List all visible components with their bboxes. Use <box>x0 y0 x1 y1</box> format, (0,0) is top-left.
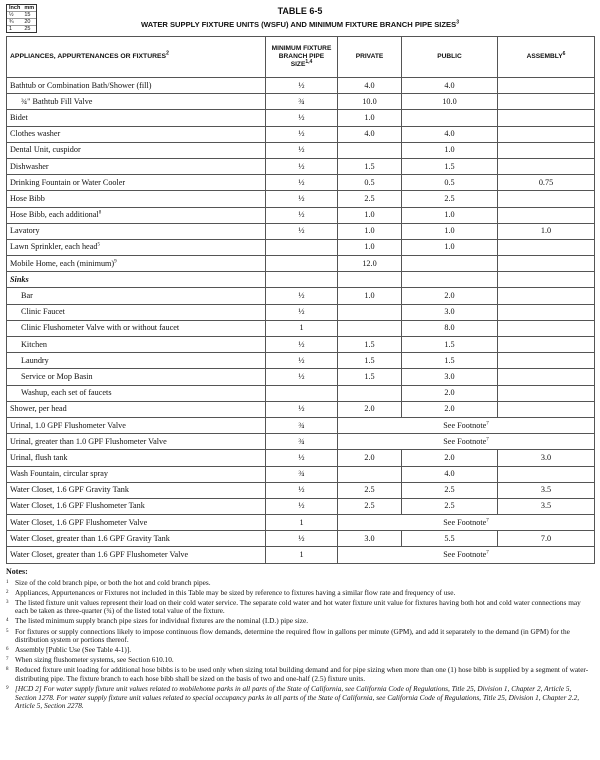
private-value-cell <box>338 385 402 401</box>
private-value-cell: 10.0 <box>338 94 402 110</box>
assembly-value-cell: 0.75 <box>498 175 595 191</box>
fixture-name: Sinks <box>10 274 29 284</box>
assembly-value-cell <box>498 369 595 385</box>
private-value-cell <box>338 304 402 320</box>
public-value-cell: 1.5 <box>402 337 498 353</box>
pipe-size-cell: ½ <box>266 223 338 239</box>
note-text: [HCD 2] For water supply fixture unit values related to mobilehome parks in all parts of the State of California, see California Code of Regulations, Title 25, Division 1, Chapter 2, Article 5, Section 1278. For water supply fixture unit values related to special occupancy parks in all parts of the State of California, see California Code of Regulations, Title 25, Division 1, Chapter 2.2, Article 5, Section 2278. <box>15 684 580 711</box>
public-value-cell <box>402 110 498 126</box>
table-row <box>7 498 595 514</box>
fixture-name: Kitchen <box>21 339 47 349</box>
fixture-name: Bidet <box>10 112 28 122</box>
fixture-name-cell <box>7 450 266 466</box>
table-row <box>7 515 595 531</box>
assembly-value-cell <box>498 256 595 272</box>
private-value-cell: 1.0 <box>338 239 402 255</box>
fixture-name: Urinal, greater than 1.0 GPF Flushometer Valve <box>10 436 167 446</box>
fixture-name: Water Closet, 1.6 GPF Flushometer Valve <box>10 517 148 527</box>
table-row <box>7 223 595 239</box>
note-item <box>6 656 594 665</box>
pipe-size-cell: ¾ <box>266 94 338 110</box>
assembly-value-cell <box>498 337 595 353</box>
fixture-name: Lavatory <box>10 226 40 236</box>
pipe-size-cell: ½ <box>266 531 338 547</box>
private-value-cell: 2.0 <box>338 450 402 466</box>
fixture-name-cell <box>7 78 266 94</box>
table-title-text: WATER SUPPLY FIXTURE UNITS (WSFU) AND MINIMUM FIXTURE BRANCH PIPE SIZES <box>141 20 457 29</box>
see-footnote-text: See Footnote <box>443 436 487 446</box>
pipe-size-cell: ½ <box>266 353 338 369</box>
private-value-cell <box>338 320 402 336</box>
notes-list <box>6 579 594 711</box>
table-row <box>7 142 595 158</box>
note-text: Reduced fixture unit loading for additional hose bibbs is to be used only when sizing total building demand and for pipe sizing when more than one (1) hose bibb is supplied by a segment of water-distributing pipe. The fixture branch to each hose bibb shall be sized on the basis of two and one-half (2.5) fixture units. <box>15 665 589 684</box>
pipe-size-cell: ½ <box>266 401 338 417</box>
fixture-name-cell <box>7 498 266 514</box>
private-value-cell: 0.5 <box>338 175 402 191</box>
header-fixture <box>7 37 266 78</box>
note-marker: 4 <box>6 618 9 624</box>
fixture-name: Water Closet, 1.6 GPF Flushometer Tank <box>10 501 145 511</box>
private-value-cell: 1.5 <box>338 369 402 385</box>
assembly-value-cell <box>498 320 595 336</box>
pipe-size-cell: ½ <box>266 158 338 174</box>
see-footnote-text: See Footnote <box>443 550 487 560</box>
table-row <box>7 158 595 174</box>
fixture-name-cell <box>7 191 266 207</box>
private-value-cell <box>338 272 402 288</box>
table-row <box>7 531 595 547</box>
public-value-cell: 1.0 <box>402 142 498 158</box>
assembly-value-cell: 3.0 <box>498 450 595 466</box>
fixture-name-cell <box>7 482 266 498</box>
note-item <box>6 646 594 655</box>
fixture-name-cell <box>7 304 266 320</box>
pipe-size-cell: ½ <box>266 126 338 142</box>
fixture-name-cell <box>7 142 266 158</box>
table-row <box>7 482 595 498</box>
conversion-header: mm <box>24 5 35 11</box>
pipe-size-cell <box>266 256 338 272</box>
see-footnote-text: See Footnote <box>443 420 487 430</box>
public-value-cell: 10.0 <box>402 94 498 110</box>
assembly-value-cell <box>498 304 595 320</box>
table-row <box>7 175 595 191</box>
note-marker: 2 <box>6 589 9 595</box>
note-marker: 5 <box>6 628 9 634</box>
pipe-size-cell: ½ <box>266 337 338 353</box>
assembly-value-cell <box>498 94 595 110</box>
private-value-cell: 3.0 <box>338 531 402 547</box>
see-footnote-ref: 7 <box>486 436 489 442</box>
note-item <box>6 617 594 626</box>
fixture-name-cell <box>7 337 266 353</box>
assembly-value-cell <box>498 142 595 158</box>
fixture-name: Laundry <box>21 355 49 365</box>
pipe-size-cell: ½ <box>266 482 338 498</box>
table-row <box>7 304 595 320</box>
assembly-value-cell: 7.0 <box>498 531 595 547</box>
fixture-name: Clothes washer <box>10 129 61 139</box>
private-value-cell: 2.5 <box>338 191 402 207</box>
public-value-cell: 2.0 <box>402 385 498 401</box>
note-marker: 6 <box>6 647 9 653</box>
table-row <box>7 94 595 110</box>
table-title <box>0 20 600 29</box>
public-value-cell: 0.5 <box>402 175 498 191</box>
assembly-value-cell <box>498 110 595 126</box>
header-assembly-footnote-ref: 6 <box>562 50 566 57</box>
table-row <box>7 385 595 401</box>
assembly-value-cell <box>498 385 595 401</box>
fixture-name-cell <box>7 547 266 563</box>
private-value-cell: 4.0 <box>338 126 402 142</box>
public-value-cell: 5.5 <box>402 531 498 547</box>
fixture-name: Wash Fountain, circular spray <box>10 469 109 479</box>
note-item <box>6 599 594 616</box>
pipe-size-cell: ½ <box>266 142 338 158</box>
public-value-cell: 3.0 <box>402 304 498 320</box>
fixture-name-cell <box>7 531 266 547</box>
fixture-name-cell <box>7 353 266 369</box>
conversion-cell: 20 <box>22 19 36 26</box>
note-item <box>6 579 594 588</box>
pipe-size-cell: ¾ <box>266 466 338 482</box>
note-text: When sizing flushometer systems, see Section 610.10. <box>15 655 174 665</box>
pipe-size-cell: ½ <box>266 175 338 191</box>
fixture-name: Bathtub or Combination Bath/Shower (fill) <box>10 80 152 90</box>
private-value-cell: 1.5 <box>338 353 402 369</box>
pipe-size-cell: ½ <box>266 498 338 514</box>
fixture-name-cell <box>7 320 266 336</box>
private-value-cell: 2.5 <box>338 498 402 514</box>
pipe-size-cell: ¾ <box>266 417 338 433</box>
private-value-cell: 1.5 <box>338 337 402 353</box>
pipe-size-cell: ½ <box>266 78 338 94</box>
fixture-name-cell <box>7 256 266 272</box>
fixture-name: Hose Bibb <box>10 193 45 203</box>
fixture-name-cell <box>7 385 266 401</box>
assembly-value-cell <box>498 239 595 255</box>
fixture-name: Urinal, flush tank <box>10 452 68 462</box>
fixture-name: Clinic Flushometer Valve with or without faucet <box>21 323 180 333</box>
pipe-size-cell: ½ <box>266 191 338 207</box>
private-value-cell: 4.0 <box>338 78 402 94</box>
header-private: PRIVATE <box>338 37 402 78</box>
fixture-name: Dishwasher <box>10 161 49 171</box>
table-row <box>7 256 595 272</box>
public-value-cell: 1.5 <box>402 158 498 174</box>
pipe-size-cell: ½ <box>266 304 338 320</box>
pipe-size-cell: ½ <box>266 288 338 304</box>
private-value-cell: 1.5 <box>338 158 402 174</box>
table-row <box>7 417 595 433</box>
note-text: The listed fixture unit values represent their load on their cold water service. The separate cold water and hot water fixture unit value for fixtures having both hot and cold water connections may each be taken as three-quarter (¾) of the listed total value of the fixture. <box>15 597 581 616</box>
see-footnote-cell <box>338 547 595 563</box>
fixture-name-cell <box>7 417 266 433</box>
public-value-cell: 2.0 <box>402 401 498 417</box>
public-value-cell: 1.0 <box>402 207 498 223</box>
fixture-units-table <box>6 36 595 564</box>
note-marker: 8 <box>6 667 9 673</box>
note-item <box>6 628 594 645</box>
pipe-size-cell <box>266 385 338 401</box>
table-row <box>7 110 595 126</box>
pipe-size-cell: 1 <box>266 547 338 563</box>
private-value-cell <box>338 466 402 482</box>
fixture-name-cell <box>7 239 266 255</box>
public-value-cell: 3.0 <box>402 369 498 385</box>
notes-title: Notes: <box>6 567 28 576</box>
assembly-value-cell <box>498 288 595 304</box>
fixture-name-cell <box>7 207 266 223</box>
fixture-name: Water Closet, 1.6 GPF Gravity Tank <box>10 485 129 495</box>
public-value-cell: 4.0 <box>402 126 498 142</box>
table-number: TABLE 6-5 <box>277 6 323 16</box>
private-value-cell <box>338 142 402 158</box>
header-fixture-footnote-ref: 2 <box>166 50 169 57</box>
note-text: For fixtures or supply connections likely to impose continuous flow demands, determine the required flow in gallons per minute (GPM), and add it separately to the demand (in GPM) for the distribution system or portions thereof. <box>15 626 570 645</box>
public-value-cell: 1.0 <box>402 239 498 255</box>
header-public: PUBLIC <box>402 37 498 78</box>
conversion-cell: 1 <box>7 26 22 33</box>
private-value-cell: 1.0 <box>338 207 402 223</box>
public-value-cell: 2.5 <box>402 191 498 207</box>
table-row <box>7 288 595 304</box>
note-marker: 3 <box>6 599 9 605</box>
fixture-name: Dental Unit, cuspidor <box>10 145 81 155</box>
see-footnote-text: See Footnote <box>443 517 487 527</box>
note-text: Size of the cold branch pipe, or both the hot and cold branch pipes. <box>15 577 211 587</box>
table-row <box>7 450 595 466</box>
private-value-cell: 12.0 <box>338 256 402 272</box>
public-value-cell: 8.0 <box>402 320 498 336</box>
note-marker: 9 <box>6 686 9 692</box>
see-footnote-cell <box>338 417 595 433</box>
assembly-value-cell: 1.0 <box>498 223 595 239</box>
public-value-cell <box>402 272 498 288</box>
see-footnote-ref: 7 <box>486 550 489 556</box>
assembly-value-cell <box>498 401 595 417</box>
pipe-size-cell: ½ <box>266 207 338 223</box>
public-value-cell: 1.0 <box>402 223 498 239</box>
table-row <box>7 466 595 482</box>
table-row <box>7 369 595 385</box>
table-row <box>7 434 595 450</box>
private-value-cell: 1.0 <box>338 288 402 304</box>
fixture-name-cell <box>7 288 266 304</box>
table-notes <box>6 568 594 712</box>
fixture-name-cell <box>7 175 266 191</box>
public-value-cell: 2.0 <box>402 450 498 466</box>
fixture-name-cell <box>7 158 266 174</box>
conversion-cell: ½ <box>7 12 22 19</box>
fixture-name-cell <box>7 223 266 239</box>
see-footnote-cell <box>338 515 595 531</box>
public-value-cell: 2.5 <box>402 498 498 514</box>
fixture-name-cell <box>7 515 266 531</box>
private-value-cell: 1.0 <box>338 110 402 126</box>
fixture-name: Service or Mop Basin <box>21 371 93 381</box>
public-value-cell: 2.0 <box>402 288 498 304</box>
fixture-name: Clinic Faucet <box>21 307 65 317</box>
private-value-cell: 2.0 <box>338 401 402 417</box>
assembly-value-cell: 3.5 <box>498 498 595 514</box>
note-item <box>6 666 594 683</box>
fixture-name: Water Closet, greater than 1.6 GPF Flushometer Valve <box>10 550 189 560</box>
fixture-name: Lawn Sprinkler, each head <box>10 242 98 252</box>
fixture-name-cell <box>7 126 266 142</box>
pipe-size-cell <box>266 239 338 255</box>
assembly-value-cell <box>498 207 595 223</box>
table-row <box>7 207 595 223</box>
conversion-cell: 15 <box>22 12 36 19</box>
fixture-name: Hose Bibb, each additional <box>10 210 99 220</box>
table-row <box>7 337 595 353</box>
assembly-value-cell <box>498 78 595 94</box>
fixture-name: Bar <box>21 291 33 301</box>
public-value-cell: 4.0 <box>402 78 498 94</box>
fixture-name: Shower, per head <box>10 404 67 414</box>
private-value-cell: 2.5 <box>338 482 402 498</box>
table-row <box>7 78 595 94</box>
conversion-cell: 25 <box>22 26 36 33</box>
pipe-size-cell: ¾ <box>266 434 338 450</box>
table-row <box>7 239 595 255</box>
conversion-header: Inch <box>9 5 21 11</box>
assembly-value-cell <box>498 191 595 207</box>
assembly-value-cell <box>498 158 595 174</box>
fixture-name: Water Closet, greater than 1.6 GPF Gravity Tank <box>10 533 170 543</box>
fixture-name: Drinking Fountain or Water Cooler <box>10 177 126 187</box>
table-row <box>7 126 595 142</box>
pipe-size-cell <box>266 272 338 288</box>
see-footnote-cell <box>338 434 595 450</box>
table-row <box>7 401 595 417</box>
see-footnote-ref: 7 <box>486 517 489 523</box>
fixture-name-cell <box>7 401 266 417</box>
note-item <box>6 589 594 598</box>
public-value-cell: 1.5 <box>402 353 498 369</box>
table-row <box>7 191 595 207</box>
header-fixture-label: APPLIANCES, APPURTENANCES OR FIXTURES <box>10 53 167 60</box>
table-row <box>7 547 595 563</box>
public-value-cell: 2.5 <box>402 482 498 498</box>
header-pipe-size <box>266 37 338 78</box>
fixture-name-cell <box>7 369 266 385</box>
fixture-footnote-ref: 5 <box>97 242 100 248</box>
fixture-name-cell <box>7 272 266 288</box>
table-row <box>7 353 595 369</box>
note-text: The listed minimum supply branch pipe sizes for individual fixtures are the nominal (I.D.) pipe size. <box>15 616 309 626</box>
public-value-cell <box>402 256 498 272</box>
table-row <box>7 320 595 336</box>
pipe-size-cell: 1 <box>266 320 338 336</box>
header-pipe-size-label: MINIMUM FIXTURE BRANCH PIPE SIZE <box>271 45 332 68</box>
header-assembly-label: ASSEMBLY <box>526 53 563 60</box>
fixture-name: Washup, each set of faucets <box>21 388 112 398</box>
private-value-cell: 1.0 <box>338 223 402 239</box>
see-footnote-ref: 7 <box>486 420 489 426</box>
assembly-value-cell <box>498 272 595 288</box>
note-text: Appliances, Appurtenances or Fixtures not included in this Table may be sized by reference to fixtures having a similar flow rate and frequency of use. <box>15 587 456 597</box>
pipe-size-cell: ½ <box>266 369 338 385</box>
fixture-name: ¾" Bathtub Fill Valve <box>21 96 93 106</box>
conversion-cell: ¾ <box>7 19 22 26</box>
table-title-footnote-ref: 3 <box>456 19 459 26</box>
table-header-row <box>7 37 595 78</box>
fixture-name-cell <box>7 466 266 482</box>
note-marker: 7 <box>6 657 9 663</box>
public-value-cell: 4.0 <box>402 466 498 482</box>
pipe-size-cell: ½ <box>266 110 338 126</box>
fixture-name: Mobile Home, each (minimum) <box>10 258 115 268</box>
note-text: Assembly [Public Use (See Table 4-1)]. <box>15 645 132 655</box>
pipe-size-cell: ½ <box>266 450 338 466</box>
fixture-name: Urinal, 1.0 GPF Flushometer Valve <box>10 420 126 430</box>
assembly-value-cell <box>498 126 595 142</box>
assembly-value-cell <box>498 466 595 482</box>
fixture-footnote-ref: 9 <box>114 258 117 264</box>
note-marker: 1 <box>6 579 9 585</box>
header-pipe-size-footnote-ref: 1,4 <box>305 58 313 65</box>
note-item <box>6 685 594 711</box>
fixture-name-cell <box>7 434 266 450</box>
fixture-name-cell <box>7 110 266 126</box>
assembly-value-cell: 3.5 <box>498 482 595 498</box>
assembly-value-cell <box>498 353 595 369</box>
header-assembly <box>498 37 595 78</box>
table-row <box>7 272 595 288</box>
fixture-name-cell <box>7 94 266 110</box>
fixture-footnote-ref: 8 <box>98 210 102 216</box>
pipe-size-cell: 1 <box>266 515 338 531</box>
